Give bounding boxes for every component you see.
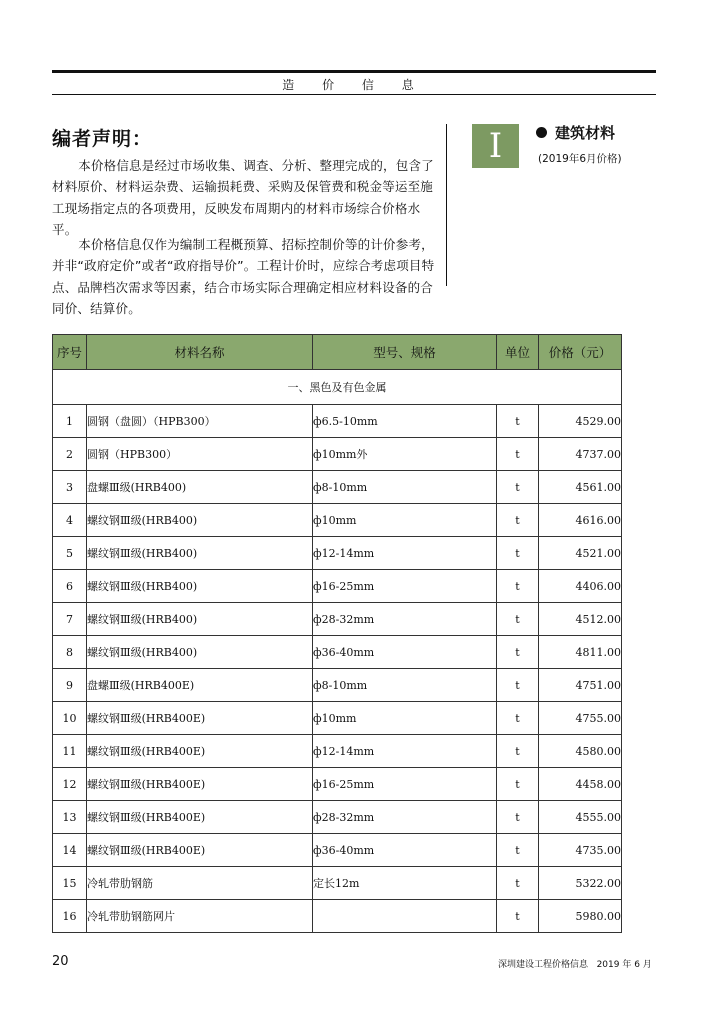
row-number: 8: [53, 636, 87, 669]
material-unit: t: [497, 636, 539, 669]
material-unit: t: [497, 405, 539, 438]
material-spec: ф8-10mm: [313, 669, 497, 702]
material-price: 4521.00: [539, 537, 622, 570]
material-name: 螺纹钢Ⅲ级(HRB400E): [87, 702, 313, 735]
material-name: 盘螺Ⅲ级(HRB400E): [87, 669, 313, 702]
header-rule-thin: [52, 94, 656, 95]
bullet-icon: [536, 127, 547, 138]
material-price: 4616.00: [539, 504, 622, 537]
material-price: 5980.00: [539, 900, 622, 933]
header-rule-thick: [52, 70, 656, 73]
material-price: 4555.00: [539, 801, 622, 834]
row-number: 6: [53, 570, 87, 603]
price-date: (2019年6月价格): [538, 153, 622, 165]
statement-paragraph-1: 本价格信息是经过市场收集、调查、分析、整理完成的，包含了材料原价、材料运杂费、运输损耗费、采购及保管费和税金等运至施工现场指定点的各项费用，反映发布周期内的材料市场综合价格水平。: [52, 158, 434, 237]
material-name: 螺纹钢Ⅲ级(HRB400E): [87, 735, 313, 768]
material-price: 4735.00: [539, 834, 622, 867]
material-price: 4811.00: [539, 636, 622, 669]
publication-footer: 深圳建设工程价格信息 2019 年 6 月: [498, 960, 652, 970]
row-number: 7: [53, 603, 87, 636]
material-name: 螺纹钢Ⅲ级(HRB400E): [87, 801, 313, 834]
material-spec: [313, 900, 497, 933]
material-unit: t: [497, 504, 539, 537]
row-number: 4: [53, 504, 87, 537]
material-name: 螺纹钢Ⅲ级(HRB400): [87, 504, 313, 537]
row-number: 15: [53, 867, 87, 900]
material-spec: ф10mm外: [313, 438, 497, 471]
column-header-price: 价格（元）: [539, 335, 622, 370]
material-spec: ф28-32mm: [313, 801, 497, 834]
material-name: 螺纹钢Ⅲ级(HRB400E): [87, 834, 313, 867]
column-header-spec: 型号、规格: [313, 335, 497, 370]
material-name: 螺纹钢Ⅲ级(HRB400): [87, 636, 313, 669]
material-unit: t: [497, 570, 539, 603]
price-table: [52, 334, 622, 933]
material-spec: ф36-40mm: [313, 636, 497, 669]
material-price: 4512.00: [539, 603, 622, 636]
row-number: 10: [53, 702, 87, 735]
column-header-no: 序号: [53, 335, 87, 370]
table-row: [53, 669, 622, 702]
table-row: [53, 636, 622, 669]
table-row: [53, 834, 622, 867]
material-name: 螺纹钢Ⅲ级(HRB400): [87, 537, 313, 570]
material-unit: t: [497, 900, 539, 933]
material-price: 5322.00: [539, 867, 622, 900]
material-name: 螺纹钢Ⅲ级(HRB400E): [87, 768, 313, 801]
material-unit: t: [497, 669, 539, 702]
row-number: 13: [53, 801, 87, 834]
row-number: 11: [53, 735, 87, 768]
material-price: 4458.00: [539, 768, 622, 801]
material-spec: ф12-14mm: [313, 735, 497, 768]
group-row: [53, 370, 622, 405]
category-label: 建筑材料: [555, 124, 616, 142]
table-row: [53, 504, 622, 537]
table-row: [53, 570, 622, 603]
material-price: 4755.00: [539, 702, 622, 735]
column-header-unit: 单位: [497, 335, 539, 370]
material-spec: ф36-40mm: [313, 834, 497, 867]
material-spec: ф16-25mm: [313, 570, 497, 603]
table-row: [53, 867, 622, 900]
category-title: [536, 122, 615, 143]
material-spec: ф8-10mm: [313, 471, 497, 504]
table-row: [53, 900, 622, 933]
material-spec: ф6.5-10mm: [313, 405, 497, 438]
material-spec: ф16-25mm: [313, 768, 497, 801]
material-unit: t: [497, 702, 539, 735]
table-header-row: [53, 335, 622, 370]
row-number: 14: [53, 834, 87, 867]
table-row: [53, 735, 622, 768]
row-number: 12: [53, 768, 87, 801]
table-row: [53, 537, 622, 570]
material-unit: t: [497, 867, 539, 900]
table-row: [53, 471, 622, 504]
material-name: 螺纹钢Ⅲ级(HRB400): [87, 603, 313, 636]
material-price: 4737.00: [539, 438, 622, 471]
material-spec: 定长12m: [313, 867, 497, 900]
material-name: 圆钢（HPB300）: [87, 438, 313, 471]
column-header-name: 材料名称: [87, 335, 313, 370]
table-row: [53, 768, 622, 801]
material-unit: t: [497, 834, 539, 867]
row-number: 16: [53, 900, 87, 933]
material-unit: t: [497, 801, 539, 834]
material-spec: ф12-14mm: [313, 537, 497, 570]
table-row: [53, 405, 622, 438]
page-number: 20: [52, 954, 69, 969]
material-price: 4406.00: [539, 570, 622, 603]
material-price: 4751.00: [539, 669, 622, 702]
table-row: [53, 801, 622, 834]
statement-heading: 编者声明：: [52, 128, 153, 150]
material-name: 盘螺Ⅲ级(HRB400): [87, 471, 313, 504]
material-unit: t: [497, 537, 539, 570]
table-row: [53, 702, 622, 735]
row-number: 1: [53, 405, 87, 438]
group-title: 一、黑色及有色金属: [53, 370, 622, 405]
running-header: 造 价 信 息: [282, 78, 426, 92]
material-unit: t: [497, 768, 539, 801]
material-name: 圆钢（盘圆）（HPB300）: [87, 405, 313, 438]
material-spec: ф28-32mm: [313, 603, 497, 636]
material-spec: ф10mm: [313, 702, 497, 735]
statement-paragraph-2: 本价格信息仅作为编制工程概预算、招标控制价等的计价参考，并非“政府定价”或者“政府指导价”。工程计价时，应综合考虑项目特点、品牌档次需求等因素，结合市场实际合理确定相应材料设备的合同价、结算价。: [52, 237, 435, 316]
material-unit: t: [497, 603, 539, 636]
material-unit: t: [497, 735, 539, 768]
material-price: 4580.00: [539, 735, 622, 768]
material-price: 4529.00: [539, 405, 622, 438]
section-numeral-badge: I: [472, 124, 519, 168]
material-price: 4561.00: [539, 471, 622, 504]
row-number: 2: [53, 438, 87, 471]
material-spec: ф10mm: [313, 504, 497, 537]
row-number: 5: [53, 537, 87, 570]
table-row: [53, 438, 622, 471]
row-number: 3: [53, 471, 87, 504]
row-number: 9: [53, 669, 87, 702]
column-divider: [446, 124, 447, 286]
material-unit: t: [497, 471, 539, 504]
material-unit: t: [497, 438, 539, 471]
material-name: 冷轧带肋钢筋: [87, 867, 313, 900]
table-row: [53, 603, 622, 636]
material-name: 冷轧带肋钢筋网片: [87, 900, 313, 933]
material-name: 螺纹钢Ⅲ级(HRB400): [87, 570, 313, 603]
